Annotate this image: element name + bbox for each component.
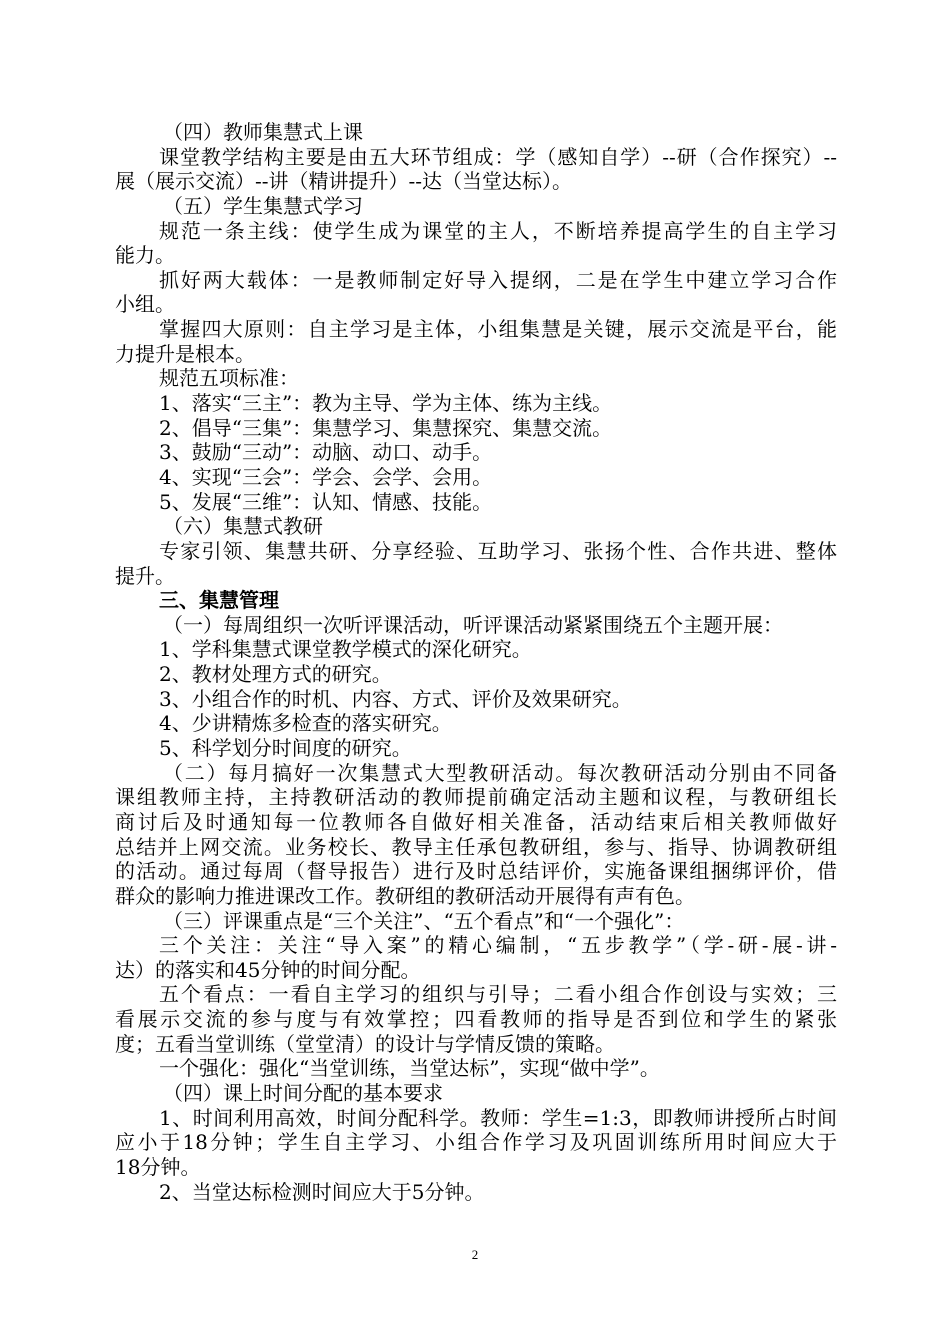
list-item: 5、科学划分时间度的研究。 <box>159 736 412 761</box>
list-item: 3、鼓励“三动”：动脑、动口、动手。 <box>159 440 493 465</box>
paragraph-line: 应小于18分钟；学生自主学习、小组合作学习及巩固训练所用时间应大于 <box>115 1130 837 1155</box>
page-number: 2 <box>471 1247 479 1262</box>
paragraph-line: 1、时间利用高效，时间分配科学。教师：学生=1:3，即教师讲授所占时间 <box>159 1105 837 1130</box>
paragraph-line: 度；五看当堂训练（堂堂清）的设计与学情反馈的策略。 <box>115 1031 615 1056</box>
list-item: 5、发展“三维”：认知、情感、技能。 <box>159 489 493 514</box>
list-item: 2、教材处理方式的研究。 <box>159 662 392 687</box>
paragraph-line: （四）课上时间分配的基本要求 <box>163 1080 443 1105</box>
heading-student-learning: （五）学生集慧式学习 <box>163 193 363 218</box>
list-item: 3、小组合作的时机、内容、方式、评价及效果研究。 <box>159 686 632 711</box>
list-item: 4、少讲精炼多检查的落实研究。 <box>159 711 452 736</box>
list-item: 2、倡导“三集”：集慧学习、集慧探究、集慧交流。 <box>159 415 613 440</box>
paragraph-line: 的活动。通过每周（督导报告）进行及时总结评价，实施备课组捆绑评价，借 <box>115 859 837 884</box>
list-item: 1、落实“三主”：教为主导、学为主体、练为主线。 <box>159 391 613 416</box>
list-item: 1、学科集慧式课堂教学模式的深化研究。 <box>159 637 532 662</box>
paragraph-line: 总结并上网交流。业务校长、教导主任承包教研组，参与、指导、协调教研组 <box>115 834 837 859</box>
paragraph-line: 展（展示交流）--讲（精讲提升）--达（当堂达标）。 <box>115 169 573 194</box>
document-body <box>115 120 837 1204</box>
paragraph-line: 看展示交流的参与度与有效掌控；四看教师的指导是否到位和学生的紧张 <box>115 1007 837 1032</box>
paragraph-line: 一个强化：强化“当堂训练，当堂达标”，实现“做中学”。 <box>159 1056 660 1081</box>
paragraph-line: 掌握四大原则：自主学习是主体，小组集慧是关键，展示交流是平台，能 <box>159 317 837 342</box>
paragraph-line: 力提升是根本。 <box>115 341 255 366</box>
heading-teaching-research: （六）集慧式教研 <box>163 514 323 539</box>
paragraph-line: 提升。 <box>115 563 175 588</box>
list-item: 4、实现“三会”：学会、会学、会用。 <box>159 464 493 489</box>
paragraph-line: 课组教师主持，主持教研活动的教师提前确定活动主题和议程，与教研组长 <box>115 785 837 810</box>
paragraph-line: （二）每月搞好一次集慧式大型教研活动。每次教研活动分别由不同备 <box>163 760 837 785</box>
paragraph-line: 2、当堂达标检测时间应大于5分钟。 <box>159 1179 485 1204</box>
paragraph-line: 五个看点：一看自主学习的组织与引导；二看小组合作创设与实效；三 <box>159 982 837 1007</box>
paragraph-line: 抓好两大载体：一是教师制定好导入提纲，二是在学生中建立学习合作 <box>159 267 837 292</box>
paragraph-line: 能力。 <box>115 243 175 268</box>
paragraph-line: 商讨后及时通知每一位教师各自做好相关准备，活动结束后相关教师做好 <box>115 809 837 834</box>
paragraph-line: 规范五项标准： <box>159 366 299 391</box>
paragraph-line: 专家引领、集慧共研、分享经验、互助学习、张扬个性、合作共进、整体 <box>159 538 837 563</box>
paragraph-line: 群众的影响力推进课改工作。教研组的教研活动开展得有声有色。 <box>115 883 695 908</box>
heading-teacher-class: （四）教师集慧式上课 <box>163 120 363 144</box>
paragraph-line: 三个关注：关注“导入案”的精心编制，“五步教学”（学-研-展-讲- <box>159 933 837 958</box>
section-heading: 三、集慧管理 <box>159 588 279 613</box>
paragraph-line: （三）评课重点是“三个关注”、“五个看点”和“一个强化”： <box>163 908 685 933</box>
paragraph-line: 规范一条主线：使学生成为课堂的主人，不断培养提高学生的自主学习 <box>159 218 837 243</box>
paragraph-line: 18分钟。 <box>115 1154 201 1179</box>
paragraph-line: （一）每周组织一次听评课活动，听评课活动紧紧围绕五个主题开展： <box>163 612 783 637</box>
paragraph-line: 达）的落实和45分钟的时间分配。 <box>115 957 421 982</box>
paragraph-line: 课堂教学结构主要是由五大环节组成：学（感知自学）--研（合作探究）-- <box>159 144 837 169</box>
paragraph-line: 小组。 <box>115 292 175 317</box>
